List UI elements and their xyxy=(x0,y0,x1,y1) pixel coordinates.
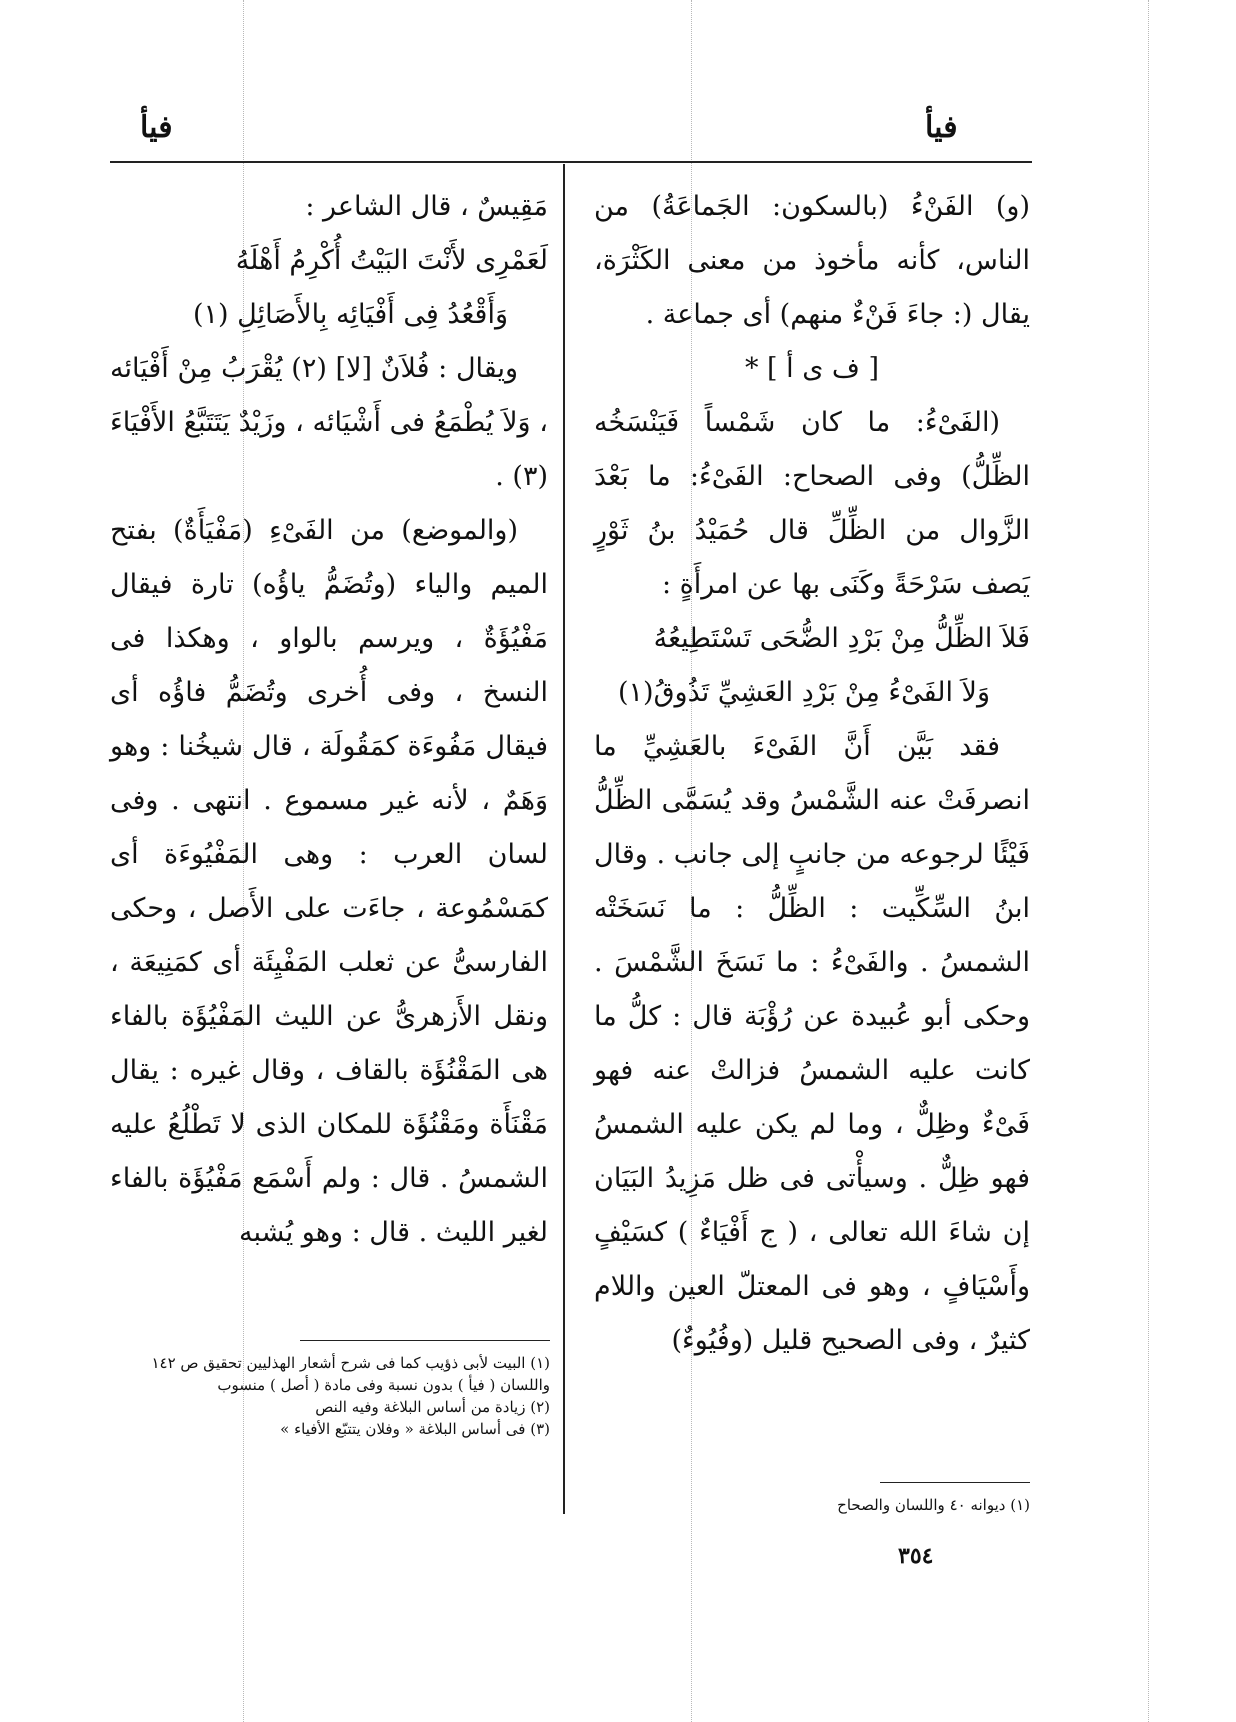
paragraph: (الفَىْءُ: ما كان شَمْساً فَيَنْسَخُه الظِّلُّ) وفى الصحاح: الفَىْءُ: ما بَعْدَ الزَّوال من الظِّلِّ قال حُمَيْدُ بنُ ثَوْرٍ يَصف سَرْحَةً وكَنَى بها عن امرأَةٍ : xyxy=(594,407,1030,600)
verse-line: لَعَمْرِى لأَنْتَ البَيْتُ أُكْرِمُ أَهْلَهُ xyxy=(235,245,548,276)
paragraph: ويقال : فُلاَنٌ [لا] (٢) يُقْرَبُ مِنْ أَفْيَائه ، وَلاَ يُطْمَعُ فى أَشْيَائه ، وزَيْدٌ يَتَتَبَّعُ الأَفْيَاءَ (٣) . xyxy=(110,353,548,492)
footnote: (٢) زيادة من أساس البلاغة وفيه النص xyxy=(315,1398,550,1416)
footnote: (٣) فى أساس البلاغة « وفلان يتتبّع الأفياء » xyxy=(280,1420,550,1438)
section-heading: [ ف ى أ ] * xyxy=(744,353,880,384)
running-header-left: فيأ xyxy=(140,110,173,145)
footnote-rule xyxy=(300,1340,550,1341)
scan-guide-line xyxy=(1148,0,1149,1722)
header-rule xyxy=(110,161,1032,163)
verse-line: فَلاَ الظِّلُّ مِنْ بَرْدِ الضُّحَى تَسْتَطِيعُهُ xyxy=(653,623,1030,654)
left-column xyxy=(110,180,548,1260)
running-header-right: فيأ xyxy=(925,110,958,145)
paragraph: فقد بَيَّن أَنَّ الفَىْءَ بالعَشِيِّ ما انصرفَتْ عنه الشَّمْسُ وقد يُسَمَّى الظِّلُّ فَيْئًا لرجوعه من جانبٍ إلى جانب . وقال ابنُ السِّكِّيت : الظِّلُّ : ما نَسَخَتْه الشمسُ . والفَىْءُ : ما نَسَخَ الشَّمْسَ . وحكى أبو عُبيدة عن رُؤْبَة قال : كلُّ ما كانت عليه الشمسُ فزالتْ عنه فهو فَىْءٌ وظِلٌّ ، وما لم يكن عليه الشمسُ فهو ظِلٌّ . وسيأْتى فى ظل مَزِيدُ البَيَان إن شاءَ الله تعالى ، ( ج أَفْيَاءٌ ) كسَيْفٍ وأَسْيَافٍ ، وهو فى المعتلّ العين واللام كثيرٌ ، وفى الصحيح قليل (وفُيُوءٌ) xyxy=(594,731,1030,1356)
footnotes-left xyxy=(110,1352,550,1440)
footnote: (١) ديوانه ٤٠ واللسان والصحاح xyxy=(837,1496,1030,1514)
paragraph: مَقِيسٌ ، قال الشاعر : xyxy=(305,191,548,222)
footnote: (١) البيت لأبى ذؤيب كما فى شرح أشعار الهذليين تحقيق ص ١٤٢ واللسان ( فيأ ) بدون نسبة وفى مادة ( أصل ) منسوب xyxy=(151,1354,550,1394)
paragraph: (والموضع) من الفَىْءِ (مَفْيَأَةٌ) بفتح الميم والياء (وتُضَمُّ ياؤُه) تارة فيقال مَفْيُؤَةٌ ، ويرسم بالواو ، وهكذا فى النسخ ، وفى أُخرى وتُضَمُّ فاؤُه أى فيقال مَفُوءَة كمَقُولَة ، قال شيخُنا : وهو وَهَمٌ ، لأنه غير مسموع . انتهى . وفى لسان العرب : وهى المَفْيُوءَة أى كمَسْمُوعة ، جاءَت على الأَصل ، وحكى الفارسىُّ عن ثعلب المَفْيِئَة أى كمَنِيعَة ، ونقل الأَزهرىُّ عن الليث المَفْيُؤَة بالفاء هى المَقْنُؤَة بالقاف ، وقال غيره : يقال مَقْنَأَة ومَقْنُؤَة للمكان الذى لا تَطْلُعُ عليه الشمسُ . قال : ولم أَسْمَع مَفْيُؤَة بالفاء لغير الليث . قال : وهو يُشبه xyxy=(110,515,548,1248)
verse-line: وَأَقْعُدُ فِى أَفْيَائِه بِالأَصَائِلِ (١) xyxy=(192,299,508,330)
right-column xyxy=(594,180,1030,1368)
footnotes-right xyxy=(600,1494,1030,1516)
page-number: ٣٥٤ xyxy=(898,1543,934,1569)
verse-line: وَلاَ الفَىْءُ مِنْ بَرْدِ العَشِيِّ تَذُوقُ(١) xyxy=(617,677,990,708)
paragraph: (و) الفَنْءُ (بالسكون: الجَماعَةُ) من الناس، كأنه مأخوذ من معنى الكَثْرَة، يقال (: جاءَ فَنْءٌ منهم) أى جماعة . xyxy=(594,191,1030,330)
footnote-rule xyxy=(880,1482,1030,1483)
column-divider xyxy=(563,164,565,1514)
